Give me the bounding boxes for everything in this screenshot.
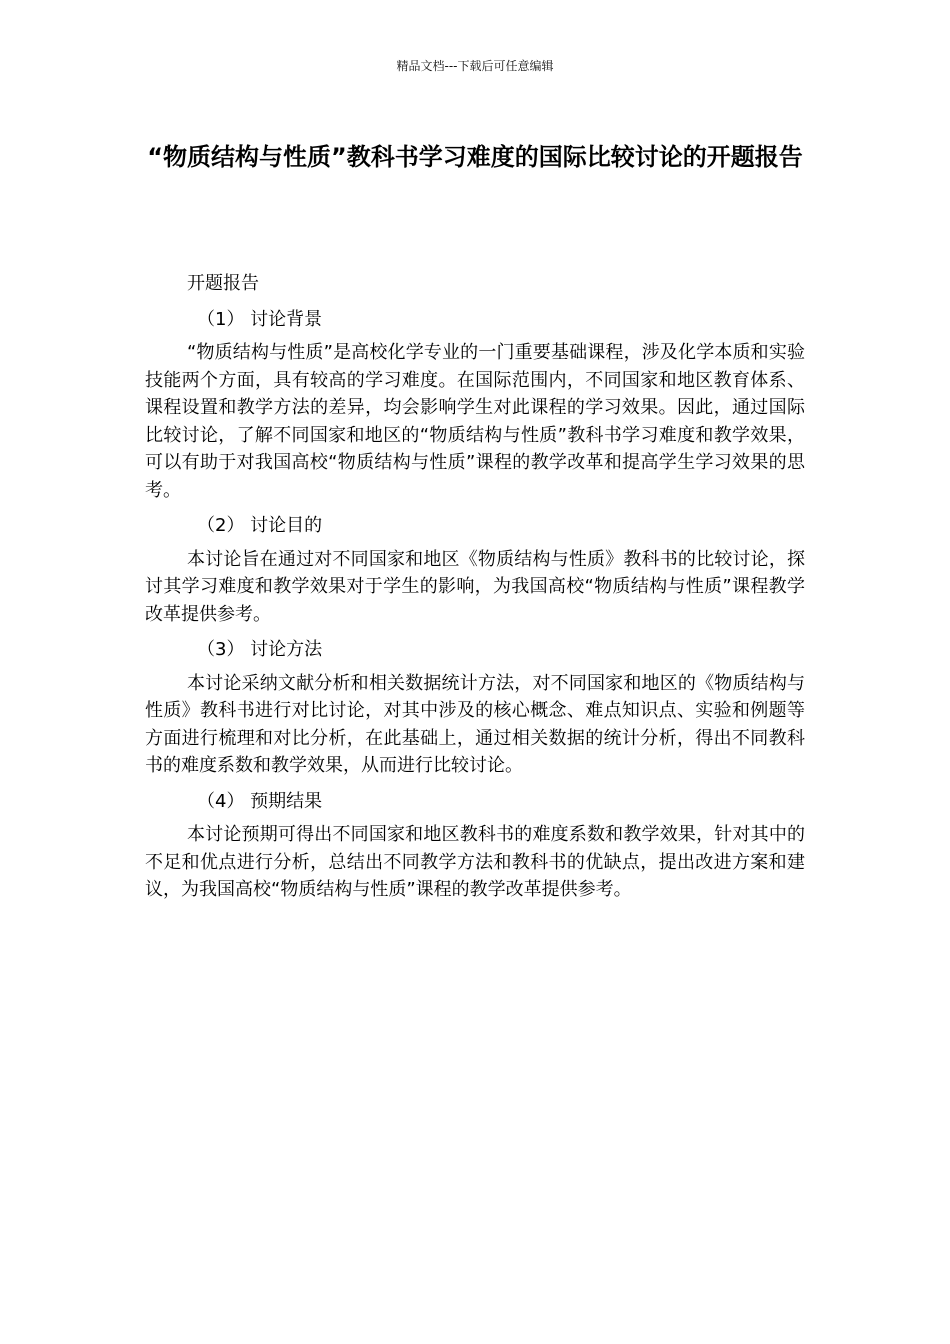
section-heading-background: （1） 讨论背景 [197, 308, 323, 330]
document-body [145, 270, 805, 904]
section-heading-method: （3） 讨论方法 [197, 639, 323, 660]
section-body-purpose: 本讨论旨在通过对不同国家和地区《物质结构与性质》教科书的比较讨论，探讨其学习难度和教学效果对于学生的影响，为我国高校“物质结构与性质”课程教学改革提供参考。 [145, 548, 805, 625]
document-title: “物质结构与性质”教科书学习难度的国际比较讨论的开题报告 [147, 143, 803, 171]
section-heading-expected-results: （4） 预期结果 [197, 790, 323, 812]
section-body-method: 本讨论采纳文献分析和相关数据统计方法，对不同国家和地区的《物质结构与性质》教科书进行对比讨论，对其中涉及的核心概念、难点知识点、实验和例题等方面进行梳理和对比分析，在此基础上，通过相关数据的统计分析，得出不同教科书的难度系数和教学效果，从而进行比较讨论。 [145, 672, 805, 776]
page-header: 精品文档---下载后可任意编辑 [396, 59, 554, 73]
section-body-background: “物质结构与性质”是高校化学专业的一门重要基础课程，涉及化学本质和实验技能两个方面，具有较高的学习难度。在国际范围内，不同国家和地区教育体系、课程设置和教学方法的差异，均会影响学生对此课程的学习效果。因此，通过国际比较讨论，了解不同国家和地区的“物质结构与性质”教科书学习难度和教学效果，可以有助于对我国高校“物质结构与性质”课程的教学改革和提高学生学习效果的思考。 [145, 342, 805, 501]
section-heading-purpose: （2） 讨论目的 [197, 515, 323, 536]
report-label: 开题报告 [187, 273, 259, 294]
section-body-expected-results: 本讨论预期可得出不同国家和地区教科书的难度系数和教学效果，针对其中的不足和优点进行分析，总结出不同教学方法和教科书的优缺点，提出改进方案和建议，为我国高校“物质结构与性质”课程的教学改革提供参考。 [145, 824, 805, 900]
